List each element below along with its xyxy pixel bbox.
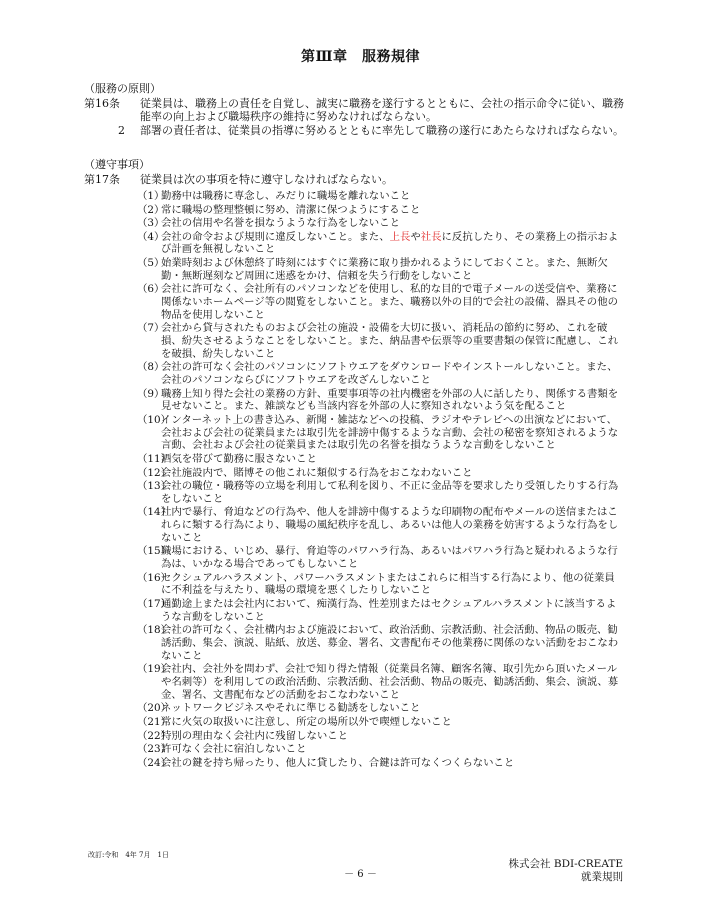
- list-item: [137, 467, 625, 480]
- item-text: 職務上知り得た会社の業務の方針、重要事項等の社内機密を外部の人に話したり、関係する書類を見せないこと。また、雑談なども当該内容を外部の人に察知されないよう気を配ること: [161, 387, 619, 413]
- item-number: （6）: [137, 283, 165, 296]
- item-text: ネットワークビジネスやそれに準じる勧誘をしないこと: [161, 702, 421, 715]
- list-item: [137, 716, 625, 729]
- list-item: [137, 480, 625, 505]
- item-text: 会社の許可なく会社のパソコンにソフトウエアをダウンロードやインストールしないこと。また、会社のパソコンならびにソフトウエアを改ざんしないこと: [161, 361, 618, 387]
- item-text: 会社から貸与されたものおよび会社の施設・設備を大切に扱い、消耗品の節約に努め、これを破損、紛失させるようなことをしないこと。また、納品書や伝票等の重要書類の保管に配慮し、これを破損、紛失しないこと: [161, 322, 619, 360]
- item-text-segment: 会社の命令および規則に違反しないこと。また、: [161, 230, 390, 243]
- highlighted-term: 上長: [389, 230, 411, 243]
- article-text: 従業員は、職務上の責任を自覚し、誠実に職務を遂行するとともに、会社の指示命令に従い、職務能率の向上および職場秩序の維持に努めなければならない。: [140, 97, 624, 123]
- article-16: [84, 97, 624, 123]
- list-item: [137, 388, 625, 413]
- article-16-paragraph-2: [84, 124, 680, 137]
- item-text: 勤務中は職務に専念し、みだりに職場を離れないこと: [161, 190, 411, 202]
- list-item: [137, 663, 625, 701]
- item-number: （12）: [137, 466, 172, 479]
- list-item: [137, 217, 625, 230]
- item-text: 許可なく会社に宿泊しないこと: [161, 743, 307, 756]
- chapter-title: 第Ⅲ章 服務規律: [300, 49, 421, 65]
- item-text: 会社施設内で、賭博その他これに類似する行為をおこなわないこと: [161, 466, 473, 479]
- item-text: 職場における、いじめ、暴行、脅迫等のパワハラ行為、あるいはパワハラ行為と疑われるような行為は、いかなる場合であってもしないこと: [161, 545, 618, 571]
- item-number: （8）: [137, 361, 165, 374]
- item-number: （16）: [137, 571, 172, 584]
- company-name: 株式会社 BDI-CREATE: [508, 858, 623, 870]
- item-number: （3）: [137, 217, 165, 230]
- item-text-segment: や: [410, 230, 421, 243]
- section-heading-compliance: （遵守事項）: [84, 158, 150, 171]
- item-number: （1）: [137, 190, 165, 202]
- item-number: （21）: [137, 715, 172, 728]
- list-item: [137, 231, 625, 256]
- item-text: 常に職場の整理整頓に努め、清潔に保つようにすること: [161, 203, 421, 216]
- list-item: [137, 624, 625, 662]
- item-text: 通勤途上または会社内において、痴漢行為、性差別またはセクシュアルハラスメントに該当するような言動をしないこと: [161, 598, 617, 623]
- item-text: 酒気を帯びて勤務に服さないこと: [161, 452, 317, 465]
- revision-date: 改訂:令和 4年 7月 1日: [88, 851, 169, 859]
- item-number: （24）: [137, 756, 172, 769]
- paragraph-text: 部署の責任者は、従業員の指導に努めるとともに率先して職務の遂行にあたらなければならない。: [140, 124, 624, 137]
- item-number: （10）: [137, 413, 172, 426]
- item-text-segment: に反抗したり、その業務上の指示および計画を無視しないこと: [161, 230, 619, 256]
- list-item: [137, 322, 625, 360]
- item-text: セクシュアルハラスメント、パワーハラスメントまたはこれらに相当する行為により、他の従業員に不利益を与えたり、職場の環境を悪くしたりしないこと: [161, 571, 615, 597]
- list-item: [137, 572, 625, 597]
- item-number: （11）: [137, 452, 172, 465]
- list-item: [137, 702, 625, 715]
- item-number: （22）: [137, 729, 172, 742]
- article-text: 従業員は次の事項を特に遵守しなければならない。: [140, 173, 393, 186]
- item-number: （7）: [137, 322, 165, 335]
- article-17: [84, 173, 624, 186]
- compliance-items-list: [137, 190, 625, 770]
- list-item: [137, 730, 625, 743]
- list-item: [137, 361, 625, 386]
- article-number: 第17条: [84, 173, 120, 186]
- item-number: （15）: [137, 545, 172, 558]
- list-item: [137, 545, 625, 570]
- item-text: 会社の職位・職務等の立場を利用して私利を図り、不正に金品等を要求したり受領したりする行為をしないこと: [161, 480, 619, 505]
- item-text: 常に火気の取扱いに注意し、所定の場所以外で喫煙しないこと: [161, 715, 452, 728]
- item-text: 会社の許可なく、会社構内および施設において、政治活動、宗教活動、社会活動、物品の販売、勧誘活動、集会、演説、貼紙、放送、募金、署名、文書配布その他業務に関係のない活動をおこなわないこと: [161, 624, 619, 662]
- item-text: 特別の理由なく会社内に残留しないこと: [161, 729, 349, 742]
- section-heading-service-principle: （服務の原則）: [84, 82, 161, 95]
- item-number: （20）: [137, 702, 172, 715]
- item-text: 会社に許可なく、会社所有のパソコンなどを使用し、私的な目的で電子メールの送受信や、業務に関係ないホームページ等の閲覧をしないこと。また、職務以外の目的で会社の設備、器具その他の物品を使用しないこと: [161, 283, 618, 321]
- item-number: （17）: [137, 598, 172, 611]
- item-text: インターネット上の書き込み、新聞・雑誌などへの投稿、ラジオやテレビへの出演などにおいて、会社および会社の従業員または取引先を誹謗中傷するような言動、会社の秘密を察知されるような言動、会社および会社の従業員または取引先の名誉を損なうような言動をしないこと: [161, 413, 619, 452]
- document-name: 就業規則: [581, 871, 623, 883]
- item-text: 会社の信用や名誉を損なうような行為をしないこと: [161, 217, 400, 230]
- list-item: [137, 743, 625, 756]
- item-number: （18）: [137, 624, 172, 637]
- footer-company-block: [509, 858, 623, 884]
- item-text: 会社の鍵を持ち帰ったり、他人に貸したり、合鍵は許可なくつくらないこと: [161, 756, 515, 769]
- item-text: 始業時刻および休憩終了時刻にはすぐに業務に取り掛かれるようにしておくこと。また、無断欠勤・無断遅刻など周囲に迷惑をかけ、信頼を失う行動をしないこと: [161, 257, 608, 282]
- page-number: － 6 －: [344, 869, 377, 880]
- list-item: [137, 283, 625, 321]
- item-number: （19）: [137, 663, 172, 676]
- list-item: [137, 598, 625, 623]
- list-item: [137, 414, 625, 452]
- article-number: 第16条: [84, 97, 120, 110]
- list-item: [137, 757, 625, 770]
- list-item: [137, 204, 625, 217]
- item-number: （9）: [137, 387, 165, 400]
- item-text: [161, 231, 618, 256]
- highlighted-term: 社長: [420, 230, 442, 243]
- item-number: （5）: [137, 257, 165, 270]
- item-number: （23）: [137, 743, 172, 756]
- item-text: 社内で暴行、脅迫などの行為や、他人を誹謗中傷するような印刷物の配布やメールの送信またはこれらに類する行為により、職場の風紀秩序を乱し、あるいは他人の業務を妨害するような行為をしないこと: [161, 506, 619, 544]
- list-item: [137, 506, 625, 544]
- item-number: （4）: [137, 230, 165, 243]
- item-text: 会社内、会社外を問わず、会社で知り得た情報（従業員名簿、顧客名簿、取引先から頂いたメールや名刺等）を利用しての政治活動、宗教活動、社会活動、物品の販売、勧誘活動、集会、演説、募金、署名、文書配布などの活動をおこなわないこと: [161, 663, 619, 701]
- item-number: （14）: [137, 506, 172, 519]
- item-number: （2）: [137, 203, 165, 216]
- list-item: [137, 453, 625, 466]
- list-item: [137, 257, 625, 282]
- list-item: [137, 190, 625, 203]
- item-number: （13）: [137, 480, 172, 493]
- paragraph-number: 2: [118, 124, 125, 137]
